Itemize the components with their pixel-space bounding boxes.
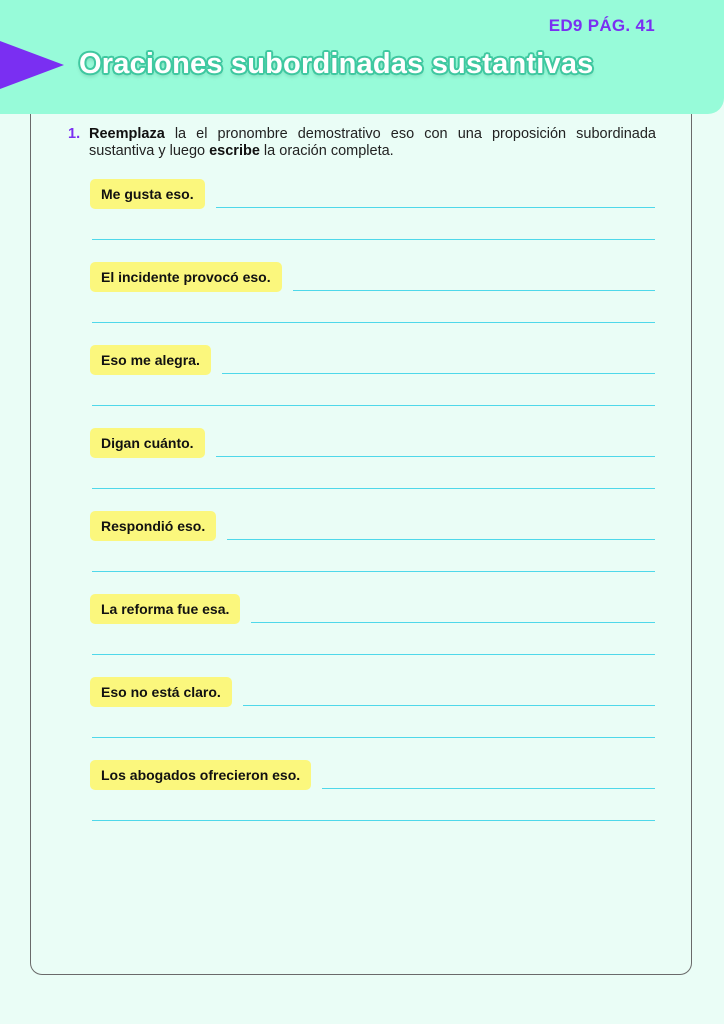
sentence-label: Eso no está claro. [90,677,232,707]
answer-line[interactable] [216,207,655,208]
exercise-items [90,179,655,843]
sentence-label: Digan cuánto. [90,428,205,458]
sentence-label: Eso me alegra. [90,345,211,375]
answer-line[interactable] [92,322,655,323]
answer-line[interactable] [92,737,655,738]
answer-line[interactable] [92,654,655,655]
exercise-instruction [68,126,656,160]
exercise-item [90,262,655,345]
sentence-label: Los abogados ofrecieron eso. [90,760,311,790]
exercise-item [90,428,655,511]
sentence-label: Me gusta eso. [90,179,205,209]
exercise-number: 1. [68,126,81,142]
answer-line[interactable] [222,373,655,374]
answer-line[interactable] [92,405,655,406]
answer-line[interactable] [92,239,655,240]
answer-line[interactable] [92,571,655,572]
instruction-part: la el pronombre demostrativo eso con una proposición subordinada sustantiva y luego [89,126,656,159]
exercise-item [90,760,655,843]
instruction-verb-write: escribe [209,143,260,159]
instruction-part: la oración completa. [259,143,394,159]
exercise-item [90,511,655,594]
answer-line[interactable] [243,705,655,706]
sentence-label: La reforma fue esa. [90,594,240,624]
page-title: Oraciones subordinadas sustantivas [79,48,594,80]
answer-line[interactable] [251,622,655,623]
exercise-item [90,677,655,760]
answer-line[interactable] [92,488,655,489]
instruction-verb-replace: Reemplaza [89,126,165,142]
answer-line[interactable] [92,820,655,821]
exercise-item [90,179,655,262]
arrow-icon [0,41,64,89]
page-reference: ED9 PÁG. 41 [548,16,655,35]
sentence-label: Respondió eso. [90,511,216,541]
sentence-label: El incidente provocó eso. [90,262,282,292]
answer-line[interactable] [216,456,655,457]
exercise-item [90,345,655,428]
answer-line[interactable] [293,290,655,291]
instruction-text [89,126,656,160]
exercise-item [90,594,655,677]
header-band [0,0,724,114]
answer-line[interactable] [227,539,655,540]
answer-line[interactable] [322,788,655,789]
